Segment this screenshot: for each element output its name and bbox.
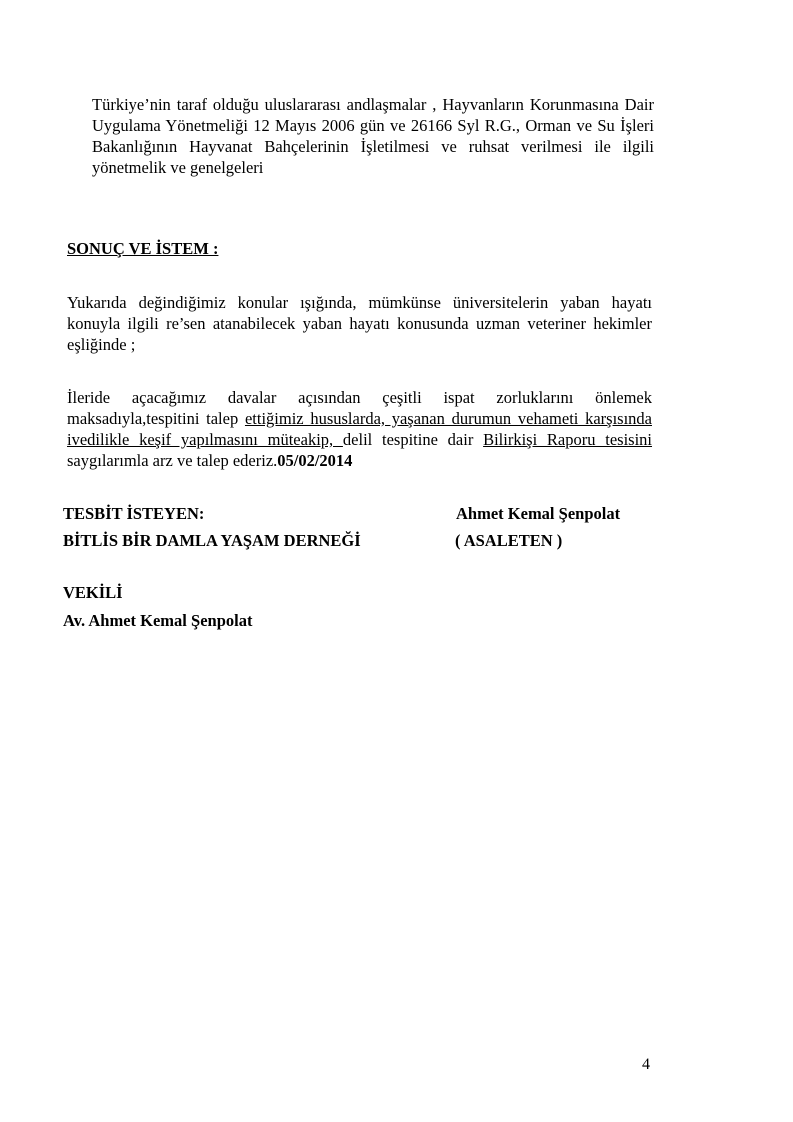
document-date: 05/02/2014 — [277, 451, 353, 470]
organization-name: BİTLİS BİR DAMLA YAŞAM DERNEĞİ — [63, 531, 361, 550]
paragraph-2-text-continued: delil tespitine dair — [342, 430, 484, 449]
signer-capacity: ( ASALETEN ) — [455, 531, 563, 550]
paragraph-2-underlined-text: ettiğimiz hususlarda, yaşanan durumun vehameti karşısında ivedilikle keşif yapılmasını müteakip, — [67, 409, 652, 449]
request-paragraph-2 — [67, 387, 652, 471]
paragraph-2-closing-text: saygılarımla arz ve talep ederiz. — [67, 451, 278, 470]
attorney-name: Av. Ahmet Kemal Şenpolat — [63, 611, 253, 630]
representative-label: VEKİLİ — [63, 583, 123, 602]
requester-label: TESBİT İSTEYEN: — [63, 504, 205, 523]
legal-references-paragraph: Türkiye’nin taraf olduğu uluslararası andlaşmalar , Hayvanların Korunmasına Dair Uygulama Yönetmeliği 12 Mayıs 2006 gün ve 26166 Syl R.G., Orman ve Su İşleri Bakanlığının Hayvanat Bahçelerinin İşletilmesi ve ruhsat verilmesi ile ilgili yönetmelik ve genelgeleri — [92, 95, 654, 177]
paragraph-2-text: İleride açacağımız davalar açısından çeşitli ispat zorluklarını önlemek maksadıyla,tespitini talep — [67, 388, 652, 428]
section-heading: SONUÇ VE İSTEM : — [67, 239, 219, 258]
signer-name: Ahmet Kemal Şenpolat — [456, 504, 621, 523]
expert-report-text: Bilirkişi Raporu tesisini — [483, 430, 653, 449]
request-paragraph-1: Yukarıda değindiğimiz konular ışığında, mümkünse üniversitelerin yaban hayatı konuyla ilgili re’sen atanabilecek yaban hayatı konusunda uzman veteriner hekimler eşliğinde ; — [67, 293, 652, 354]
page-number: 4 — [642, 1056, 650, 1073]
